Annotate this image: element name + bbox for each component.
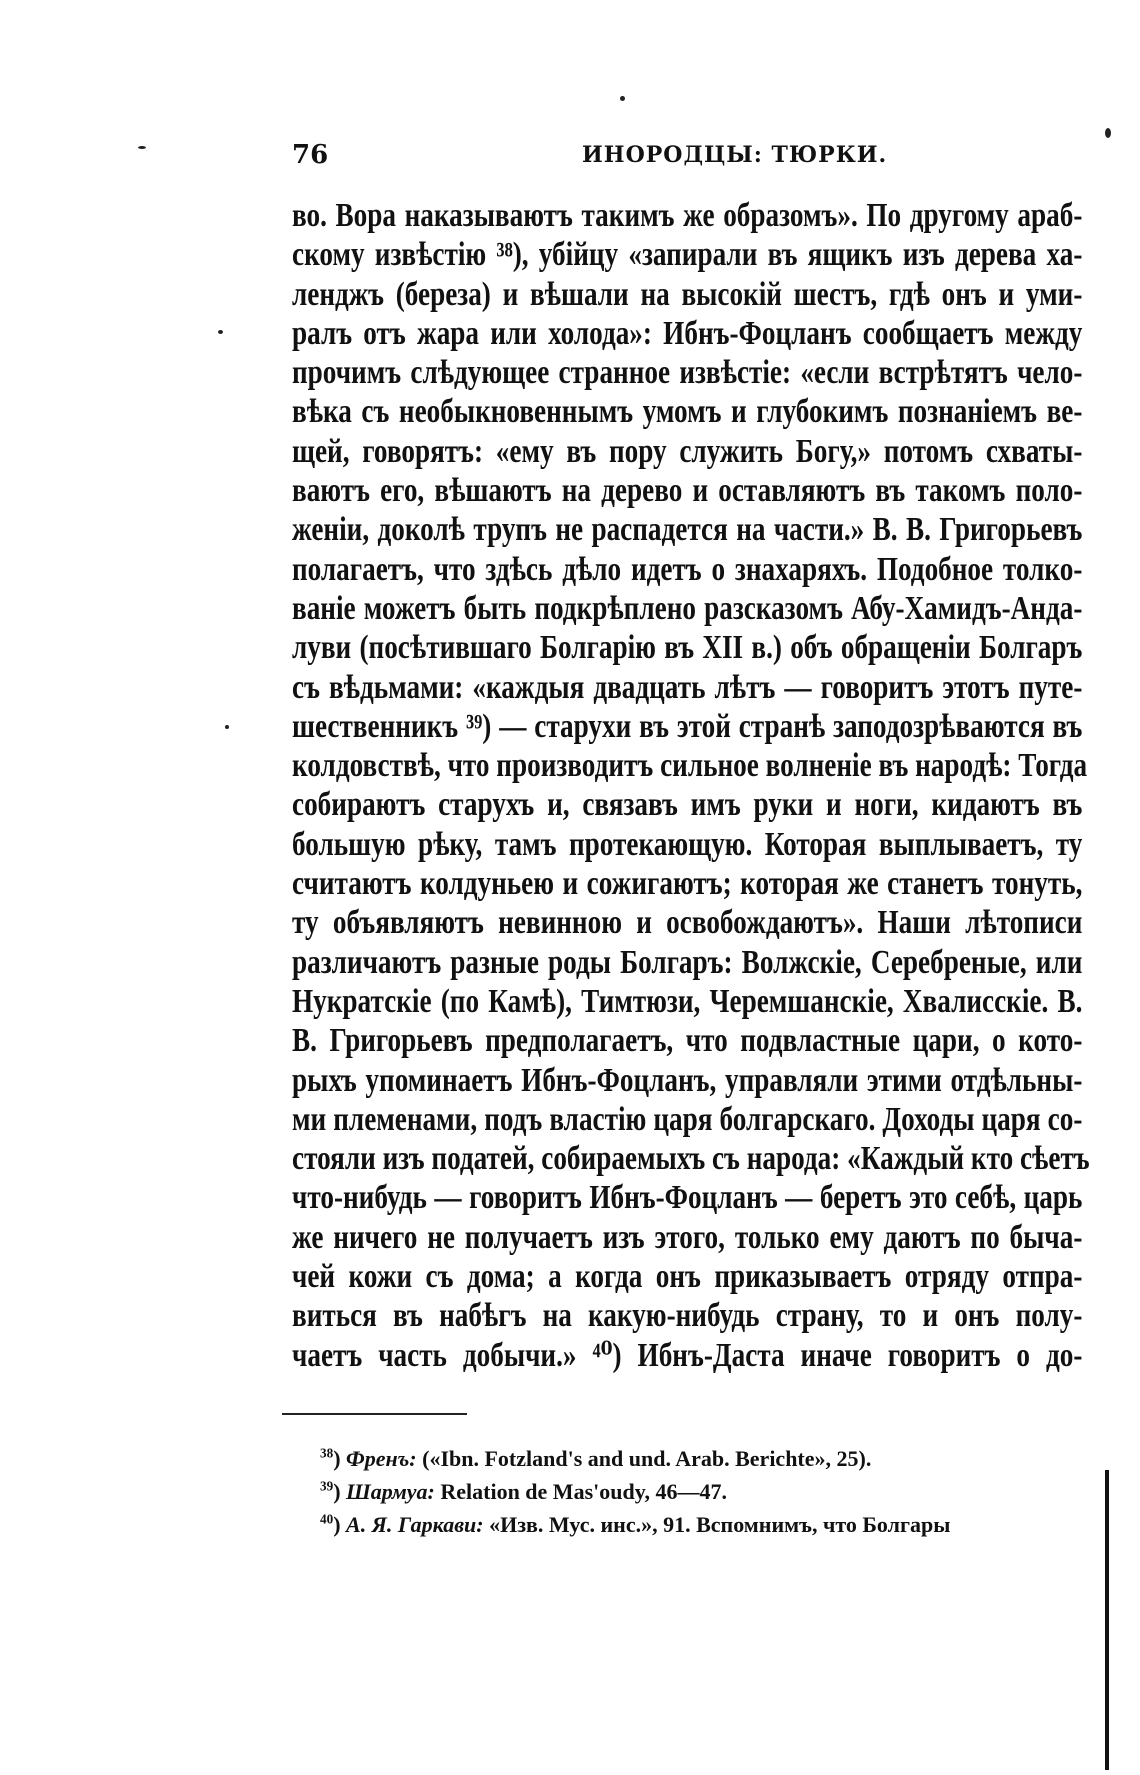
footnote-marker: 39	[320, 1478, 334, 1494]
footnote-author: А. Я. Гаркави:	[346, 1512, 484, 1537]
footnote-separator	[282, 1413, 467, 1415]
scan-speck	[1105, 128, 1111, 138]
scan-speck	[218, 330, 223, 334]
body-line: луви (посѣтившаго Болгарію въ XII в.) объ обращеніи Болгаръ	[292, 629, 1083, 667]
body-line: колдовствѣ, что производитъ сильное волненіе въ народѣ: Тогда	[292, 747, 1088, 785]
scan-speck	[620, 96, 625, 101]
body-line: ваютъ его, вѣшаютъ на дерево и оставляютъ въ такомъ поло-	[292, 472, 1083, 510]
body-line: рыхъ упоминаетъ Ибнъ-Фоцланъ, управляли этими отдѣльны-	[292, 1061, 1083, 1099]
footnotes	[320, 1442, 1080, 1541]
body-line: полагаетъ, что здѣсь дѣло идетъ о знахаряхъ. Подобное толко-	[292, 550, 1083, 588]
footnote-author: Шармуа:	[346, 1479, 435, 1504]
body-line: шественникъ ³⁹) — старухи въ этой странѣ заподозрѣваются въ	[292, 707, 1083, 745]
page-header	[292, 140, 1082, 180]
body-line: ми племенами, подъ властію царя болгарскаго. Доходы царя со-	[292, 1100, 1083, 1138]
body-line: чаетъ часть добычи.» ⁴⁰) Ибнъ-Даста иначе говоритъ о до-	[292, 1336, 1083, 1374]
footnote-marker: 40	[320, 1511, 334, 1527]
footnote-text: «Изв. Мус. инс.», 91. Вспомнимъ, что Болгары	[489, 1512, 951, 1537]
body-line: ленджъ (береза) и вѣшали на высокій шестъ, гдѣ онъ и уми-	[292, 275, 1083, 313]
body-line: женіи, доколѣ трупъ не распадется на части.» В. В. Григорьевъ	[292, 511, 1083, 549]
body-line: ваніе можетъ быть подкрѣплено разсказомъ Абу-Хамидъ-Анда-	[292, 589, 1083, 627]
running-head: ИНОРОДЦЫ: ТЮРКИ.	[582, 142, 888, 168]
body-text	[292, 196, 1090, 1375]
body-line: что-нибудь — говоритъ Ибнъ-Фоцланъ — беретъ это себѣ, царь	[292, 1179, 1083, 1217]
body-line: скому извѣстію ³⁸), убійцу «запирали въ ящикъ изъ дерева ха-	[292, 236, 1083, 274]
body-line: щей, говорятъ: «ему въ пору служить Богу,» потомъ схваты-	[292, 432, 1083, 470]
footnote: $^{40}$) А. Я. Гаркави: «Изв. Мус. инс.», 91. Вспомнимъ, что Болгары	[320, 1511, 951, 1537]
body-line: ралъ отъ жара или холода»: Ибнъ-Фоцланъ сообщаетъ между	[292, 314, 1083, 352]
scan-speck	[225, 725, 229, 729]
body-line: виться въ набѣгъ на какую-нибудь страну, то и онъ полу-	[292, 1297, 1083, 1335]
footnote-text: («Ibn. Fotzland's and und. Arab. Berichte», 25).	[422, 1446, 872, 1471]
body-line: собираютъ старухъ и, связавъ имъ руки и ноги, кидаютъ въ	[292, 786, 1083, 824]
body-line: же ничего не получаетъ изъ этого, только ему даютъ по быча-	[292, 1218, 1083, 1256]
body-line: ту объявляютъ невинною и освобождаютъ». Наши лѣтописи	[292, 904, 1083, 942]
page-number: 76	[292, 140, 329, 170]
footnote-marker: 38	[320, 1445, 334, 1461]
body-line: стояли изъ податей, собираемыхъ съ народа: «Каждый кто сѣетъ	[292, 1140, 1090, 1178]
body-line: различаютъ разные роды Болгаръ: Волжскіе, Серебреные, или	[292, 943, 1083, 981]
body-line: во. Вора наказываютъ такимъ же образомъ». По другому араб-	[292, 197, 1083, 234]
footnote-author: Френъ:	[346, 1446, 417, 1471]
body-line: большую рѣку, тамъ протекающую. Которая выплываетъ, ту	[292, 825, 1083, 863]
body-line: В. Григорьевъ предполагаетъ, что подвластные цари, о кото-	[292, 1022, 1083, 1060]
body-line: вѣка съ необыкновеннымъ умомъ и глубокимъ познаніемъ ве-	[292, 393, 1083, 431]
body-line: прочимъ слѣдующее странное извѣстіе: «если встрѣтятъ чело-	[292, 354, 1083, 392]
body-line: съ вѣдьмами: «каждыя двадцать лѣтъ — говоритъ этотъ путе-	[292, 668, 1083, 706]
footnote: $^{38}$) Френъ: («Ibn. Fotzland's and und. Arab. Berichte», 25).	[320, 1445, 872, 1471]
body-line: Нукратскіе (по Камѣ), Тимтюзи, Черемшанскіе, Хвалисскіе. В.	[292, 982, 1083, 1020]
footnote: $^{39}$) Шармуа: Relation de Mas'oudy, 46—47.	[320, 1478, 727, 1504]
scan-edge	[1105, 1470, 1109, 1770]
body-line: чей кожи съ дома; а когда онъ приказываетъ отряду отпра-	[292, 1258, 1083, 1296]
scan-speck	[138, 146, 146, 149]
footnote-text: Relation de Mas'oudy, 46—47.	[440, 1479, 727, 1504]
body-line: считаютъ колдуньею и сожигаютъ; которая же станетъ тонуть,	[292, 865, 1083, 903]
